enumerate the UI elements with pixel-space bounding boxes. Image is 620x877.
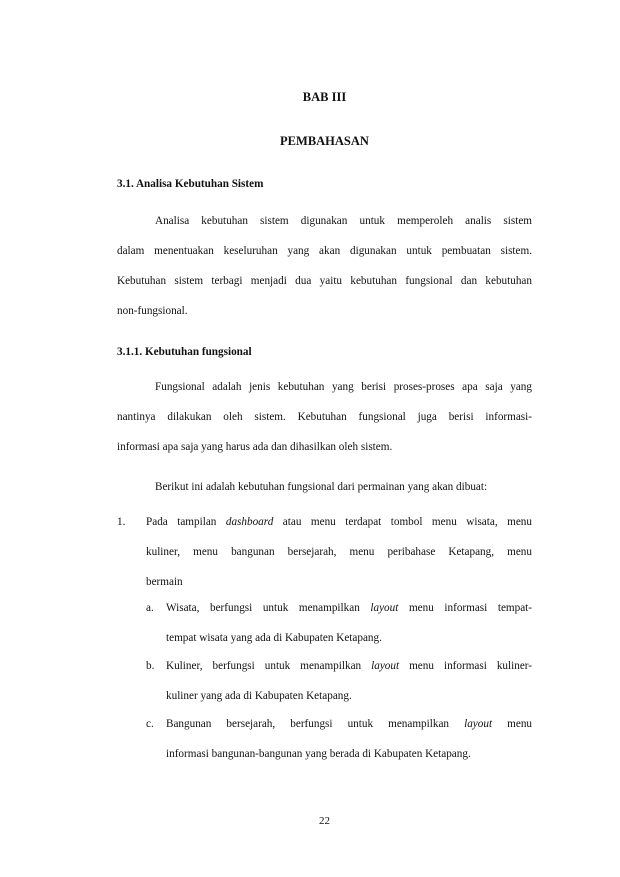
sub-list-letter: a. <box>146 602 154 614</box>
chapter-title: PEMBAHASAN <box>280 134 369 148</box>
chapter-number: BAB III <box>302 90 347 104</box>
sub-list-item-line: kuliner yang ada di Kabupaten Ketapang. <box>166 690 352 702</box>
sub-list-letter: b. <box>146 660 155 672</box>
sub-list-item-line: Bangunan bersejarah, berfungsi untuk menampilkan layout menu <box>166 718 533 730</box>
list-item-line: kuliner, menu bangunan bersejarah, menu peribahase Ketapang, menu <box>146 546 532 558</box>
list-number: 1. <box>117 516 126 528</box>
sub-list-item-line: informasi bangunan-bangunan yang berada di Kabupaten Ketapang. <box>166 748 471 760</box>
page-number: 22 <box>319 815 330 827</box>
paragraph-line: Analisa kebutuhan sistem digunakan untuk memperoleh analis sistem <box>155 215 532 227</box>
subsection-heading: 3.1.1. Kebutuhan fungsional <box>117 346 252 358</box>
paragraph-line: dalam menentuakan keseluruhan yang akan digunakan untuk pembuatan sistem. <box>117 245 532 257</box>
paragraph-line: Kebutuhan sistem terbagi menjadi dua yaitu kebutuhan fungsional dan kebutuhan <box>117 275 532 287</box>
paragraph-line: informasi apa saja yang harus ada dan dihasilkan oleh sistem. <box>117 441 393 453</box>
paragraph-line: Berikut ini adalah kebutuhan fungsional dari permainan yang akan dibuat: <box>155 481 488 493</box>
paragraph-line: non-fungsional. <box>117 305 188 317</box>
sub-list-item-line: Kuliner, berfungsi untuk menampilkan layout menu informasi kuliner- <box>166 660 533 672</box>
sub-list-item-line: Wisata, berfungsi untuk menampilkan layout menu informasi tempat- <box>166 602 533 614</box>
sub-list-item-line: tempat wisata yang ada di Kabupaten Ketapang. <box>166 632 382 644</box>
list-item-line: Pada tampilan dashboard atau menu terdapat tombol menu wisata, menu <box>146 516 532 528</box>
paragraph-line: Fungsional adalah jenis kebutuhan yang berisi proses-proses apa saja yang <box>155 381 532 393</box>
paragraph-line: nantinya dilakukan oleh sistem. Kebutuhan fungsional juga berisi informasi- <box>117 411 532 423</box>
sub-list-letter: c. <box>146 718 154 730</box>
list-item-line: bermain <box>146 576 183 588</box>
section-heading: 3.1. Analisa Kebutuhan Sistem <box>117 178 264 190</box>
